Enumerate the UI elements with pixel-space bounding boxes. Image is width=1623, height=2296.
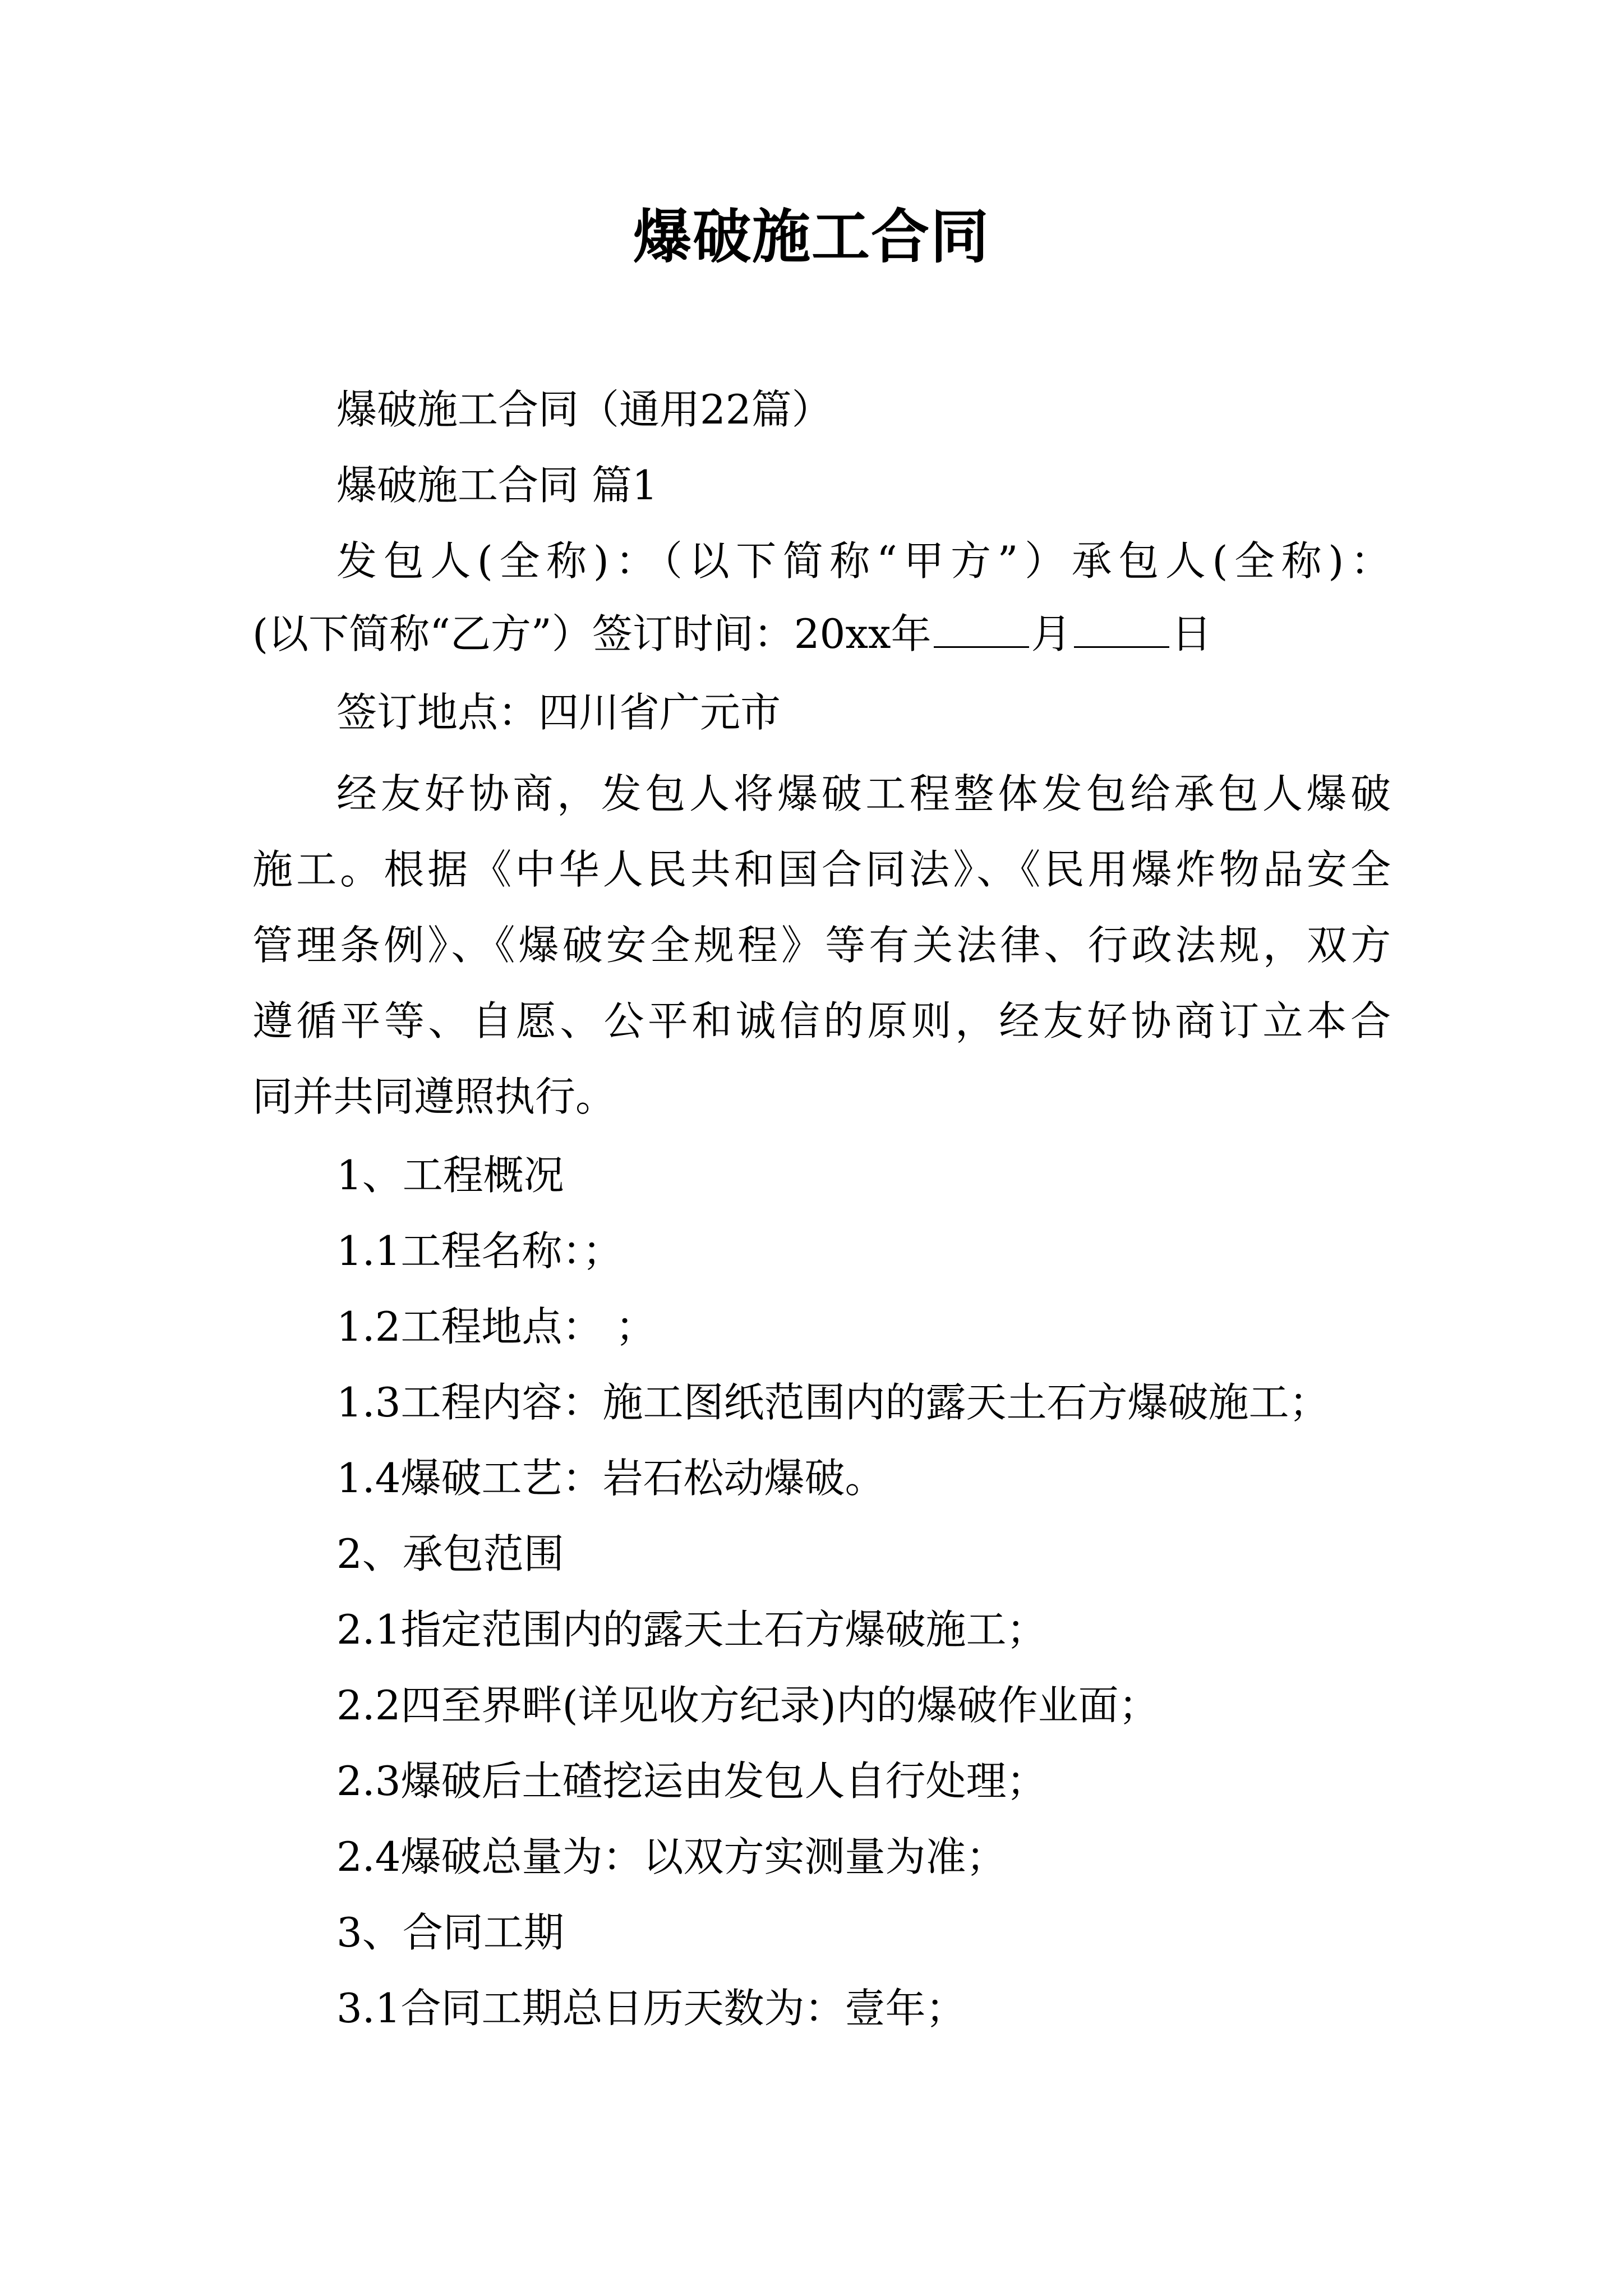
sign-place: 签订地点：四川省广元市 (336, 689, 781, 736)
list-item: 1.1工程名称：； (336, 1227, 623, 1274)
list-item: 1.3工程内容：施工图纸范围内的露天土石方爆破施工； (336, 1379, 1330, 1426)
list-item: 2.1指定范围内的露天土石方爆破施工； (336, 1606, 1047, 1653)
month-blank (934, 613, 1029, 648)
parties-line-1: 发包人(全称)：（以下简称“甲方”）承包人(全称)： (336, 537, 1391, 585)
list-item: 1.4爆破工艺：岩石松动爆破。 (336, 1455, 886, 1502)
intro-line: 管理条例》、《爆破安全规程》等有关法律、行政法规，双方 (252, 922, 1391, 969)
list-item: 1、工程概况 (336, 1152, 564, 1199)
list-item: 2.4爆破总量为：以双方实测量为准； (336, 1833, 1007, 1880)
parties-line-2-day: 日 (1171, 610, 1212, 657)
document-title: 爆破施工合同 (633, 202, 990, 271)
document-subtitle: 爆破施工合同（通用22篇） (336, 386, 832, 433)
parties-line-2 (252, 595, 1212, 673)
intro-line: 施工。根据《中华人民共和国合同法》、《民用爆炸物品安全 (252, 846, 1391, 893)
list-item: 3、合同工期 (336, 1909, 564, 1956)
document-body (252, 370, 1391, 2165)
section-title: 爆破施工合同 篇1 (336, 462, 658, 509)
intro-line: 遵循平等、自愿、公平和诚信的原则，经友好协商订立本合 (252, 997, 1391, 1045)
intro-line: 同并共同遵照执行。 (252, 1073, 616, 1120)
parties-line-2-month: 月 (1031, 610, 1072, 657)
list-item: 2.3爆破后土碴挖运由发包人自行处理； (336, 1757, 1047, 1805)
list-item: 2、承包范围 (336, 1530, 564, 1577)
day-blank (1074, 613, 1169, 648)
list-item: 1.2工程地点： ； (336, 1303, 656, 1350)
list-item: 3.1合同工期总日历天数为：壹年； (336, 1985, 966, 2032)
list-item: 2.2四至界畔(详见收方纪录)内的爆破作业面； (336, 1682, 1159, 1729)
intro-line: 经友好协商，发包人将爆破工程整体发包给承包人爆破 (336, 770, 1391, 817)
parties-line-2-prefix: (以下简称“乙方”）签订时间：20xx年 (252, 610, 932, 657)
